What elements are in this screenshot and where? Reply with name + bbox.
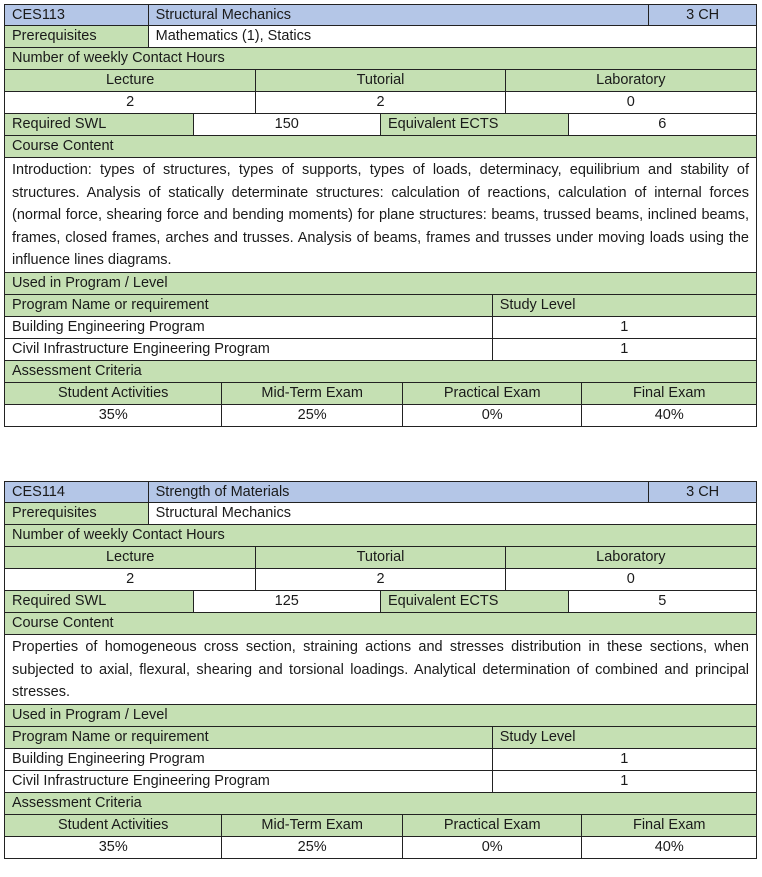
assessment-heading-row [4,793,757,815]
required-swl-value: 150 [194,114,382,135]
equivalent-ects-value: 5 [569,591,757,612]
mid-term-exam-label: Mid-Term Exam [222,815,403,836]
contact-hours-label: Number of weekly Contact Hours [5,48,756,69]
mid-term-exam-label: Mid-Term Exam [222,383,403,404]
required-swl-label: Required SWL [5,591,194,612]
contact-hours-label: Number of weekly Contact Hours [5,525,756,546]
course-content-label: Course Content [5,613,756,634]
program-name: Building Engineering Program [5,749,493,770]
study-level-label: Study Level [493,727,756,748]
contact-hours-heading-row [4,48,757,70]
used-in-program-label: Used in Program / Level [5,273,756,294]
practical-exam-label: Practical Exam [403,815,583,836]
program-name: Building Engineering Program [5,317,493,338]
laboratory-label: Laboratory [506,547,756,568]
course-header-row [4,4,757,26]
program-name-label: Program Name or requirement [5,295,493,316]
swl-ects-row [4,591,757,613]
program-header-row [4,295,757,317]
program-row [4,749,757,771]
final-exam-label: Final Exam [582,383,756,404]
course-content-heading-row [4,613,757,635]
course-content-heading-row [4,136,757,158]
prerequisites-label: Prerequisites [5,503,149,524]
prerequisites-row [4,503,757,525]
lecture-hours: 2 [5,569,256,590]
laboratory-label: Laboratory [506,70,756,91]
final-exam-value: 40% [582,837,756,858]
course-table-ces113 [4,4,757,427]
program-level: 1 [493,749,756,770]
equivalent-ects-label: Equivalent ECTS [381,591,569,612]
equivalent-ects-label: Equivalent ECTS [381,114,569,135]
course-content-label: Course Content [5,136,756,157]
practical-exam-value: 0% [403,837,583,858]
student-activities-label: Student Activities [5,815,222,836]
practical-exam-value: 0% [403,405,583,426]
student-activities-value: 35% [5,837,222,858]
swl-ects-row [4,114,757,136]
program-row [4,339,757,361]
program-name: Civil Infrastructure Engineering Program [5,339,493,360]
study-level-label: Study Level [493,295,756,316]
program-row [4,317,757,339]
contact-hours-heading-row [4,525,757,547]
student-activities-label: Student Activities [5,383,222,404]
practical-exam-label: Practical Exam [403,383,583,404]
assessment-header-row [4,815,757,837]
tutorial-hours: 2 [256,569,505,590]
course-code: CES114 [5,482,149,502]
course-content-row [4,158,757,273]
program-header-row [4,727,757,749]
lecture-label: Lecture [5,547,256,568]
equivalent-ects-value: 6 [569,114,757,135]
contact-hours-values-row [4,569,757,591]
contact-hours-values-row [4,92,757,114]
final-exam-value: 40% [582,405,756,426]
contact-hours-header-row [4,70,757,92]
laboratory-hours: 0 [506,92,756,113]
program-row [4,771,757,793]
used-in-program-label: Used in Program / Level [5,705,756,726]
contact-hours-header-row [4,547,757,569]
assessment-heading-row [4,361,757,383]
lecture-hours: 2 [5,92,256,113]
tutorial-label: Tutorial [256,70,505,91]
prerequisites-value: Mathematics (1), Statics [149,26,756,47]
required-swl-label: Required SWL [5,114,194,135]
student-activities-value: 35% [5,405,222,426]
lecture-label: Lecture [5,70,256,91]
program-level: 1 [493,339,756,360]
used-in-program-heading-row [4,273,757,295]
required-swl-value: 125 [194,591,382,612]
course-title: Structural Mechanics [149,5,650,25]
course-table-ces114 [4,481,757,859]
tutorial-hours: 2 [256,92,505,113]
course-title: Strength of Materials [149,482,650,502]
mid-term-exam-value: 25% [222,837,403,858]
course-content-text: Properties of homogeneous cross section, straining actions and stresses distribution in these sections, when subjected to axial, flexural, shearing and torsional loadings. Analytical determination of combined and principal stresses. [12,639,749,700]
course-content-text: Introduction: types of structures, types of supports, types of loads, determinacy, equilibrium and stability of structures. Analysis of statically determinate structures: calculation of reactions, calculation of internal forces (normal force, shearing force and bending moments) for plane structures: beams, trussed beams, inclined beams, frames, closed frames, arches and trusses. Analysis of beams, frames and trusses under moving loads using the influence lines diagrams. [12,162,749,268]
prerequisites-label: Prerequisites [5,26,149,47]
assessment-header-row [4,383,757,405]
prerequisites-value: Structural Mechanics [149,503,756,524]
mid-term-exam-value: 25% [222,405,403,426]
laboratory-hours: 0 [506,569,756,590]
tutorial-label: Tutorial [256,547,505,568]
prerequisites-row [4,26,757,48]
program-level: 1 [493,771,756,792]
assessment-values-row [4,405,757,427]
course-header-row [4,481,757,503]
credit-hours: 3 CH [649,5,756,25]
course-code: CES113 [5,5,149,25]
program-name: Civil Infrastructure Engineering Program [5,771,493,792]
course-content-row [4,635,757,705]
program-level: 1 [493,317,756,338]
assessment-values-row [4,837,757,859]
assessment-criteria-label: Assessment Criteria [5,793,756,814]
final-exam-label: Final Exam [582,815,756,836]
used-in-program-heading-row [4,705,757,727]
credit-hours: 3 CH [649,482,756,502]
assessment-criteria-label: Assessment Criteria [5,361,756,382]
program-name-label: Program Name or requirement [5,727,493,748]
